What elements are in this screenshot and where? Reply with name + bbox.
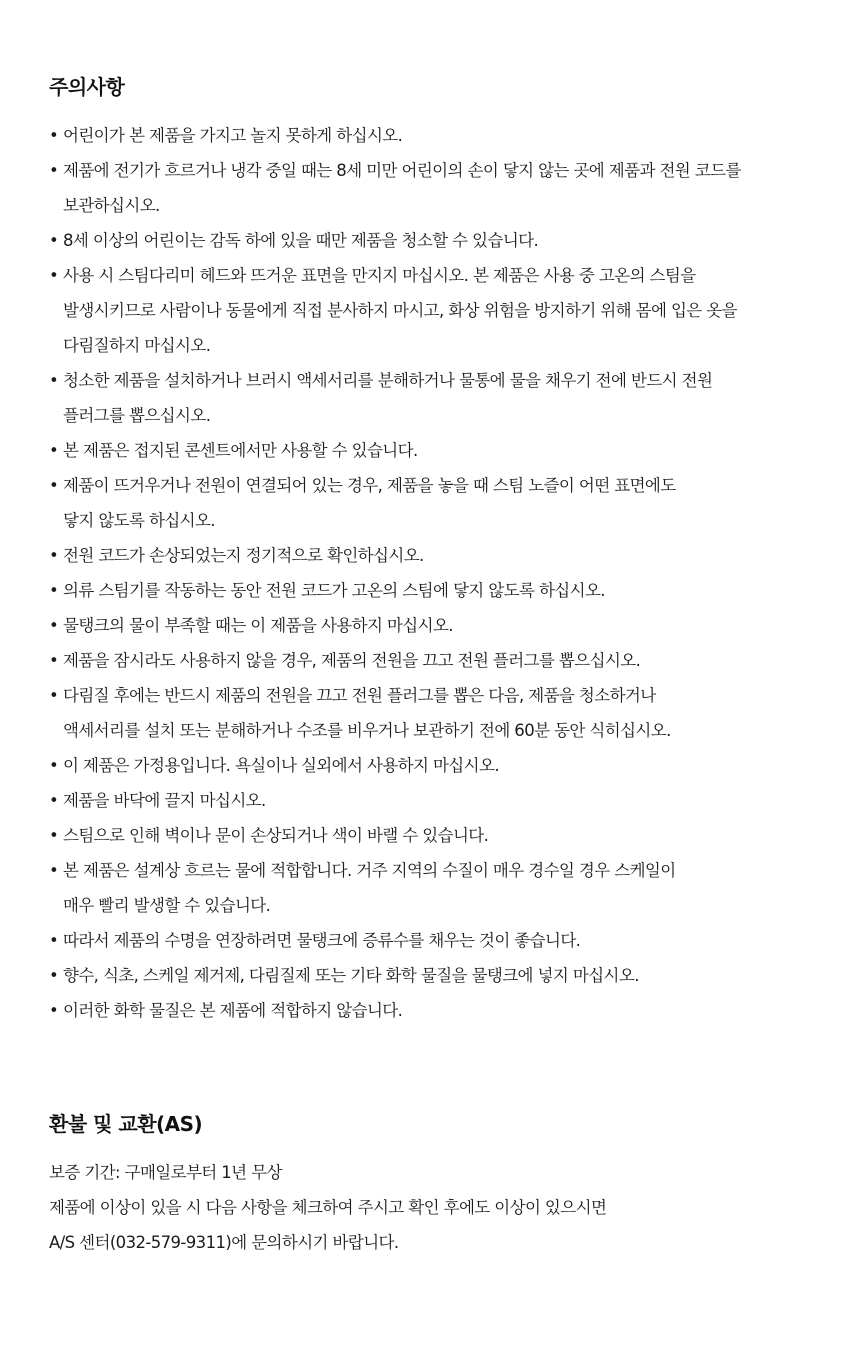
caution-item [49, 363, 819, 433]
caution-section-title: 주의사항 [49, 75, 125, 99]
bullet-icon: • [49, 756, 59, 775]
caution-item-text: 제품을 잠시라도 사용하지 않을 경우, 제품의 전원을 끄고 전원 플러그를 뽑으십시오. [63, 651, 641, 670]
caution-item [49, 783, 819, 818]
bullet-icon: • [49, 581, 59, 600]
bullet-icon: • [49, 546, 59, 565]
caution-item-text: 발생시키므로 사람이나 동물에게 직접 분사하지 마시고, 화상 위험을 방지하기 위해 몸에 입은 옷을 [63, 301, 737, 320]
bullet-icon: • [49, 371, 59, 390]
bullet-icon: • [49, 826, 59, 845]
caution-item-text: 이 제품은 가정용입니다. 욕실이나 실외에서 사용하지 마십시오. [63, 756, 499, 775]
bullet-icon: • [49, 441, 59, 460]
caution-item-text: 액세서리를 설치 또는 분해하거나 수조를 비우거나 보관하기 전에 60분 동안 식히십시오. [63, 721, 671, 740]
bullet-icon: • [49, 686, 59, 705]
caution-item-text: 제품이 뜨거우거나 전원이 연결되어 있는 경우, 제품을 놓을 때 스팀 노즐이 어떤 표면에도 [63, 476, 676, 495]
caution-item-text: 매우 빨리 발생할 수 있습니다. [63, 896, 271, 915]
bullet-icon: • [49, 966, 59, 985]
caution-item-text: 본 제품은 설계상 흐르는 물에 적합합니다. 거주 지역의 수질이 매우 경수일 경우 스케일이 [63, 861, 676, 880]
caution-item [49, 258, 819, 363]
caution-item-text: 다림질하지 마십시오. [63, 336, 211, 355]
caution-item-text: 제품에 전기가 흐르거나 냉각 중일 때는 8세 미만 어린이의 손이 닿지 않는 곳에 제품과 전원 코드를 [63, 161, 741, 180]
bullet-icon: • [49, 161, 59, 180]
caution-item-text: 스팀으로 인해 벽이나 문이 손상되거나 색이 바랠 수 있습니다. [63, 826, 489, 845]
caution-item-text: 이러한 화학 물질은 본 제품에 적합하지 않습니다. [63, 1001, 403, 1020]
caution-item-text: 어린이가 본 제품을 가지고 놀지 못하게 하십시오. [63, 126, 403, 145]
caution-item-text: 보관하십시오. [63, 196, 160, 215]
refund-info-line: 제품에 이상이 있을 시 다음 사항을 체크하여 주시고 확인 후에도 이상이 있으시면 [49, 1198, 607, 1217]
caution-item [49, 433, 819, 468]
caution-item [49, 608, 819, 643]
caution-item [49, 678, 819, 748]
bullet-icon: • [49, 1001, 59, 1020]
caution-item-text: 닿지 않도록 하십시오. [63, 511, 215, 530]
caution-item [49, 993, 819, 1028]
caution-item [49, 958, 819, 993]
bullet-icon: • [49, 616, 59, 635]
bullet-icon: • [49, 861, 59, 880]
caution-item-text: 청소한 제품을 설치하거나 브러시 액세서리를 분해하거나 물통에 물을 채우기 전에 반드시 전원 [63, 371, 713, 390]
caution-item-text: 의류 스팀기를 작동하는 동안 전원 코드가 고온의 스팀에 닿지 않도록 하십시오. [63, 581, 605, 600]
bullet-icon: • [49, 791, 59, 810]
caution-list [49, 118, 819, 1028]
caution-item [49, 118, 819, 153]
caution-item-text: 다림질 후에는 반드시 제품의 전원을 끄고 전원 플러그를 뽑은 다음, 제품을 청소하거나 [63, 686, 656, 705]
caution-item-text: 제품을 바닥에 끌지 마십시오. [63, 791, 266, 810]
caution-item-text: 따라서 제품의 수명을 연장하려면 물탱크에 증류수를 채우는 것이 좋습니다. [63, 931, 581, 950]
caution-item-text: 물탱크의 물이 부족할 때는 이 제품을 사용하지 마십시오. [63, 616, 453, 635]
refund-info [49, 1155, 819, 1260]
bullet-icon: • [49, 231, 59, 250]
bullet-icon: • [49, 126, 59, 145]
refund-section-title: 환불 및 교환(AS) [49, 1112, 203, 1136]
caution-item [49, 223, 819, 258]
caution-item-text: 향수, 식초, 스케일 제거제, 다림질제 또는 기타 화학 물질을 물탱크에 넣지 마십시오. [63, 966, 639, 985]
refund-info-line: 보증 기간: 구매일로부터 1년 무상 [49, 1163, 282, 1182]
caution-item-text: 플러그를 뽑으십시오. [63, 406, 211, 425]
caution-item [49, 853, 819, 923]
bullet-icon: • [49, 476, 59, 495]
caution-item-text: 사용 시 스팀다리미 헤드와 뜨거운 표면을 만지지 마십시오. 본 제품은 사용 중 고온의 스팀을 [63, 266, 696, 285]
caution-item [49, 538, 819, 573]
caution-item-text: 본 제품은 접지된 콘센트에서만 사용할 수 있습니다. [63, 441, 418, 460]
caution-item [49, 643, 819, 678]
caution-item [49, 748, 819, 783]
caution-item [49, 923, 819, 958]
refund-info-line: A/S 센터(032-579-9311)에 문의하시기 바랍니다. [49, 1233, 399, 1252]
bullet-icon: • [49, 931, 59, 950]
caution-item [49, 818, 819, 853]
caution-item-text: 8세 이상의 어린이는 감독 하에 있을 때만 제품을 청소할 수 있습니다. [63, 231, 539, 250]
bullet-icon: • [49, 651, 59, 670]
caution-item [49, 468, 819, 538]
bullet-icon: • [49, 266, 59, 285]
caution-item [49, 153, 819, 223]
caution-item [49, 573, 819, 608]
caution-item-text: 전원 코드가 손상되었는지 정기적으로 확인하십시오. [63, 546, 424, 565]
